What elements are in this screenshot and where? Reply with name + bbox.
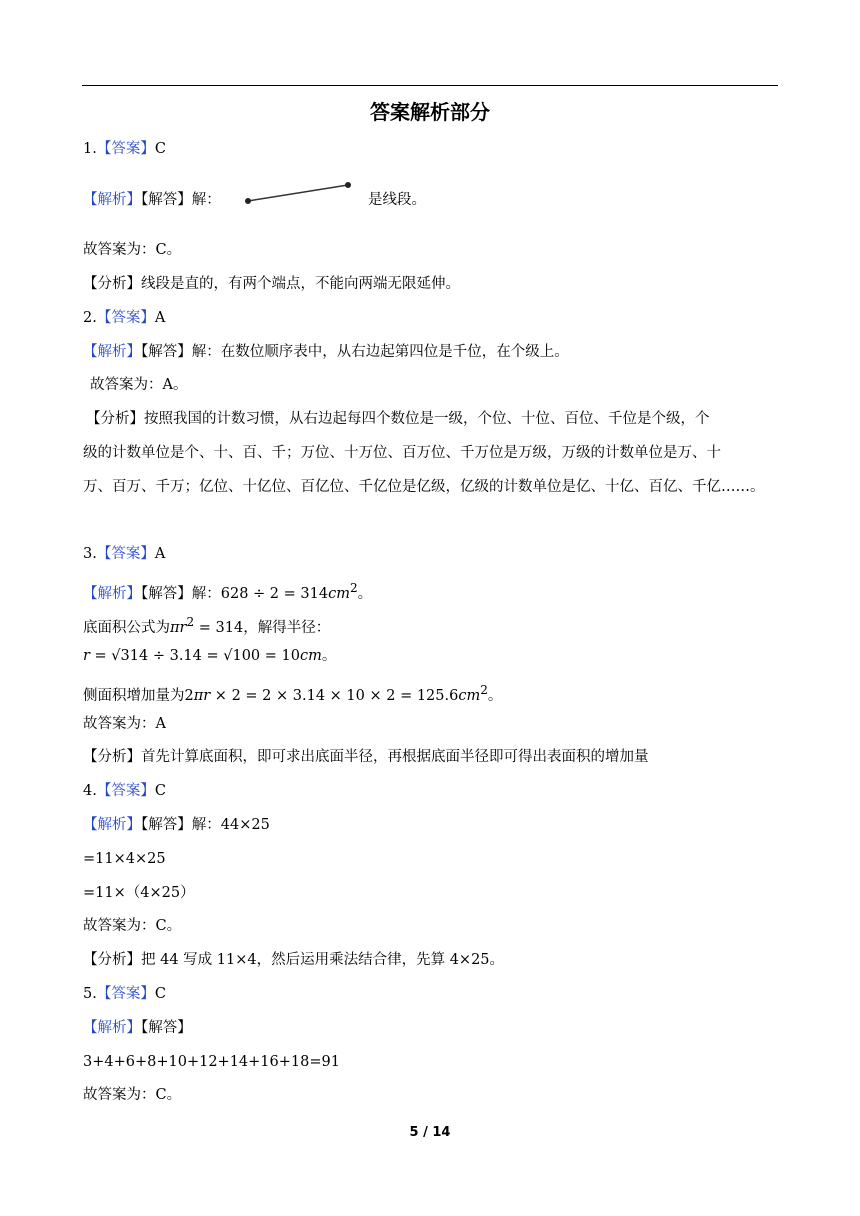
q3-line-2 [83,612,330,638]
q3-l3-unit: cm [299,648,322,664]
q4-number: 4. [83,783,97,799]
q2-analysis-1: 【分析】按照我国的计数习惯，从右边起每四个数位是一级，个位、十位、百位、千位是个级，个 [86,411,710,427]
q4-explain-line [83,815,270,835]
q3-l4-unit: cm [458,687,481,704]
q2-answer-line [83,308,165,328]
q2-final: 故答案为：A。 [90,377,188,393]
q5-answer: C [154,986,166,1002]
q2-analysis-3: 万、百万、千万；亿位、十亿位、百亿位、千亿位是亿级，亿级的计数单位是亿、十亿、百亿、千亿……。 [83,479,765,495]
q1-explain-line [83,190,221,210]
q2-number: 2. [83,310,97,326]
q2-explain-line [83,342,569,362]
q4-step-2: =11×（4×25） [83,885,195,901]
q3-l3-r: r [83,648,90,664]
q2-analysis-2: 级的计数单位是个、十、百、千；万位、十万位、百万位、千万位是万级，万级的计数单位是万、十 [83,445,721,461]
q5-jieda: 【解答】 [141,1020,192,1036]
q2-jieda: 【解答】解：在数位顺序表中，从右边起第四位是千位，在个级上。 [141,344,569,360]
q4-jiexi-tag: 【解析】 [83,817,141,833]
q4-jieda: 【解答】解：44×25 [141,817,270,833]
q3-l3-end: 。 [321,648,337,664]
q5-number: 5. [83,986,97,1002]
q3-l4-pir: πr [193,687,211,704]
q3-explain-line [83,578,372,604]
q3-analysis: 【分析】首先计算底面积，即可求出底面半径，再根据底面半径即可得出表面积的增加量 [83,749,649,765]
q5-answer-line [83,984,166,1004]
q3-answer-tag: 【答案】 [96,546,155,562]
line-segment-figure [240,176,356,206]
q5-answer-tag: 【答案】 [96,986,155,1002]
q1-jiexi-tag: 【解析】 [83,192,141,208]
q3-l4-rest: × 2 = 2 × 3.14 × 10 × 2 = 125.6 [210,687,459,704]
header-rule [82,85,778,86]
q5-explain-line [83,1018,192,1038]
q3-l2-pi: πr [170,619,187,636]
q3-line-3 [83,646,336,666]
q3-jieda-prefix: 【解答】解： [141,585,221,602]
q2-answer-tag: 【答案】 [96,310,155,326]
q1-jieda-tag: 【解答】解： [141,192,221,208]
q4-answer: C [154,783,166,799]
q1-answer-line [83,139,166,159]
q3-l2-rest: = 314，解得半径： [194,619,331,636]
q3-number: 3. [83,546,97,562]
q3-eq1-end: 。 [357,585,373,602]
q3-line-4 [83,680,502,706]
q3-l4-sup: 2 [480,683,488,697]
q3-l2-prefix: 底面积公式为 [83,619,170,636]
q1-final: 故答案为：C。 [83,242,182,258]
q2-answer: A [154,310,166,326]
q1-analysis: 【分析】线段是直的，有两个端点，不能向两端无限延伸。 [83,276,460,292]
q1-answer: C [154,141,166,157]
q3-answer-line [83,544,165,564]
q3-eq1: 628 ÷ 2 = 314 [220,585,329,602]
q1-number: 1. [83,141,97,157]
q2-jiexi-tag: 【解析】 [83,344,141,360]
q3-l4-end: 。 [487,687,503,704]
q5-jiexi-tag: 【解析】 [83,1020,141,1036]
q3-l3-eq: = √314 ÷ 3.14 = √100 = 10 [89,648,300,664]
q5-final: 故答案为：C。 [83,1087,182,1103]
q4-answer-tag: 【答案】 [96,783,155,799]
q4-step-1: =11×4×25 [83,851,166,867]
q3-l4-math: 2 [184,687,194,704]
q3-final: 故答案为：A [83,716,166,732]
q3-jiexi-tag: 【解析】 [83,585,141,602]
q4-answer-line [83,781,166,801]
q3-eq1-sup: 2 [349,581,358,595]
q4-final: 故答案为：C。 [83,918,182,934]
q4-analysis: 【分析】把 44 写成 11×4，然后运用乘法结合律，先算 4×25。 [83,952,505,968]
page-title: 答案解析部分 [370,100,490,124]
q1-segment-text: 是线段。 [368,192,426,208]
q3-l2-sup: 2 [186,615,195,629]
q1-answer-tag: 【答案】 [96,141,155,157]
page-number: 5 / 14 [409,1125,451,1140]
q3-answer: A [154,546,166,562]
q5-calc: 3+4+6+8+10+12+14+16+18=91 [83,1054,340,1070]
q3-eq1-unit: cm [328,585,350,602]
q3-l4-prefix: 侧面积增加量为 [83,687,185,704]
